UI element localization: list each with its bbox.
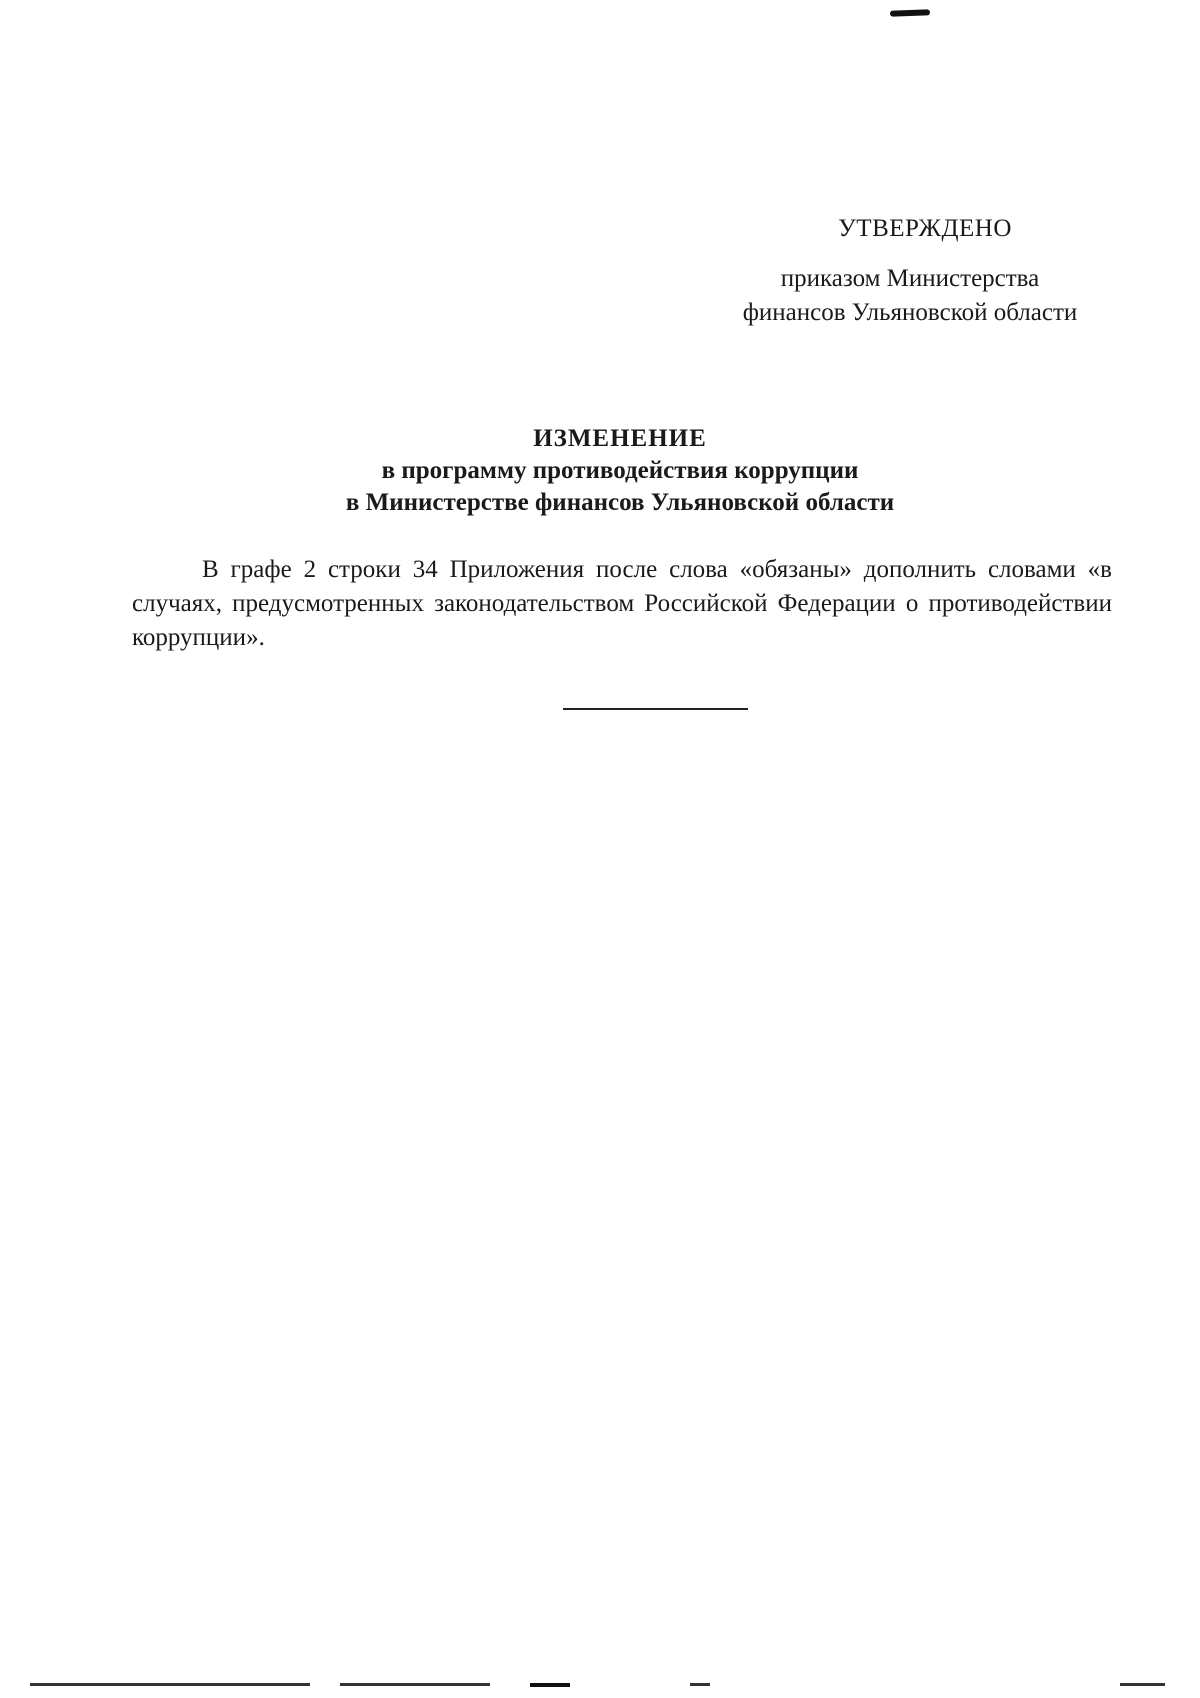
end-divider	[563, 708, 748, 710]
document-subtitle-2: в Министерстве финансов Ульяновской области	[345, 489, 895, 516]
body-paragraph: В графе 2 строки 34 Приложения после слова «обязаны» дополнить словами «в случаях, предусмотренных законодательством Российской Федерации о противодействии коррупции».	[132, 556, 1112, 651]
approval-line-1: приказом Министерства	[780, 265, 1040, 292]
scan-artifact-top	[890, 9, 930, 16]
document-title: ИЗМЕНЕНИЕ	[533, 425, 707, 452]
document-subtitle-1: в программу противодействия коррупции	[381, 457, 859, 484]
approval-block	[690, 212, 1130, 330]
approval-stamp: УТВЕРЖДЕНО	[838, 215, 1012, 242]
approval-line-2: финансов Ульяновской области	[742, 299, 1078, 326]
document-title-block	[150, 423, 1090, 519]
scan-artifact-bottom	[30, 1683, 1170, 1687]
